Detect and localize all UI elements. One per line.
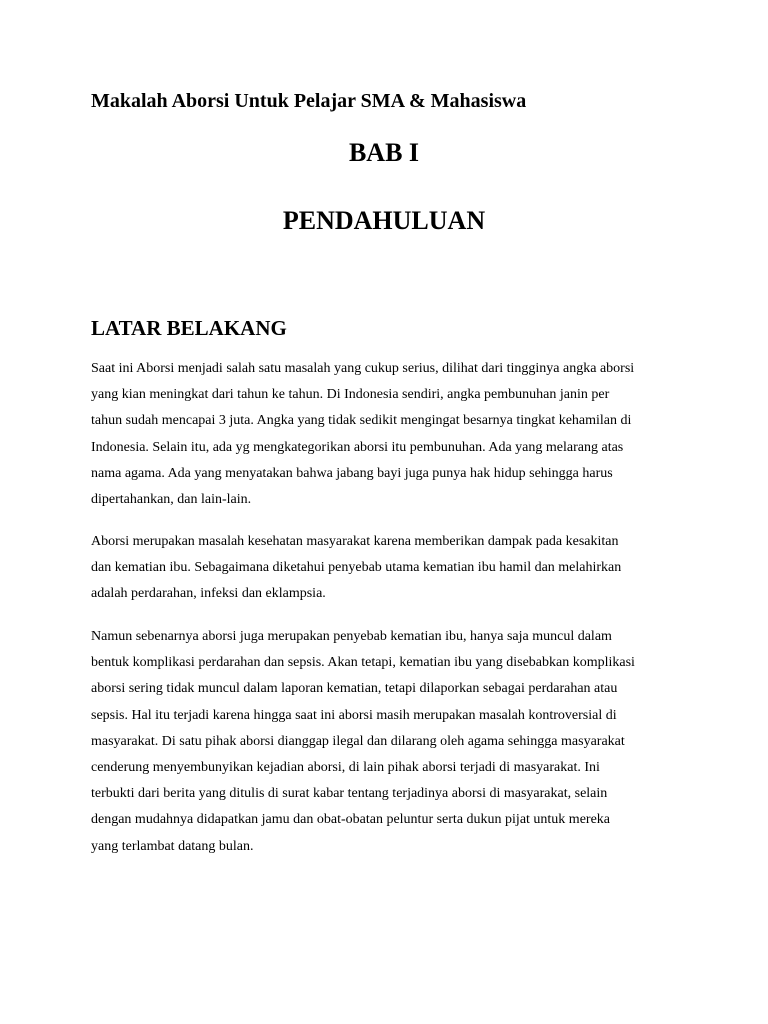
paragraph-line: aborsi sering tidak muncul dalam laporan kematian, tetapi dilaporkan sebagai perdarahan atau <box>91 681 618 697</box>
paragraph-line: masyarakat. Di satu pihak aborsi dianggap ilegal dan dilarang oleh agama sehingga masyarakat <box>91 733 625 749</box>
paragraph-line: cenderung menyembunyikan kejadian aborsi, di lain pihak aborsi terjadi di masyarakat. Ini <box>91 760 600 776</box>
paragraph-2 <box>91 529 691 608</box>
paragraph-1 <box>91 356 691 513</box>
chapter-number: BAB I <box>348 138 420 167</box>
chapter-title: PENDAHULUAN <box>282 206 486 235</box>
paragraph-line: yang kian meningkat dari tahun ke tahun. Di Indonesia sendiri, angka pembunuhan janin per <box>91 387 610 403</box>
paragraph-line: Indonesia. Selain itu, ada yg mengkategorikan aborsi itu pembunuhan. Ada yang melarang atas <box>91 439 624 455</box>
paragraph-line: sepsis. Hal itu terjadi karena hingga saat ini aborsi masih merupakan masalah kontroversial di <box>91 707 617 723</box>
paragraph-line: tahun sudah mencapai 3 juta. Angka yang tidak sedikit mengingat besarnya tingkat kehamilan di <box>91 413 632 429</box>
paragraph-line: dipertahankan, dan lain-lain. <box>91 492 252 508</box>
section-heading: LATAR BELAKANG <box>91 316 287 340</box>
paragraph-line: Saat ini Aborsi menjadi salah satu masalah yang cukup serius, dilihat dari tingginya angka aborsi <box>91 361 635 376</box>
paragraph-line: Namun sebenarnya aborsi juga merupakan penyebab kematian ibu, hanya saja muncul dalam <box>91 629 612 644</box>
document-title: Makalah Aborsi Untuk Pelajar SMA & Mahasiswa <box>91 90 527 112</box>
paragraph-line: dan kematian ibu. Sebagaimana diketahui penyebab utama kematian ibu hamil dan melahirkan <box>91 560 622 576</box>
paragraph-line: terbukti dari berita yang ditulis di surat kabar tentang terjadinya aborsi di masyarakat, selain <box>91 786 608 802</box>
paragraph-line: yang terlambat datang bulan. <box>91 838 254 854</box>
paragraph-line: Aborsi merupakan masalah kesehatan masyarakat karena memberikan dampak pada kesakitan <box>91 534 619 549</box>
paragraph-line: nama agama. Ada yang menyatakan bahwa jabang bayi juga punya hak hidup sehingga harus <box>91 465 613 481</box>
paragraph-line: dengan mudahnya didapatkan jamu dan obat-obatan peluntur serta dukun pijat untuk mereka <box>91 812 611 828</box>
paragraph-line: adalah perdarahan, infeksi dan eklampsia. <box>91 586 326 602</box>
paragraph-line: bentuk komplikasi perdarahan dan sepsis. Akan tetapi, kematian ibu yang disebabkan komplikasi <box>91 655 635 671</box>
paragraph-3 <box>91 624 691 860</box>
